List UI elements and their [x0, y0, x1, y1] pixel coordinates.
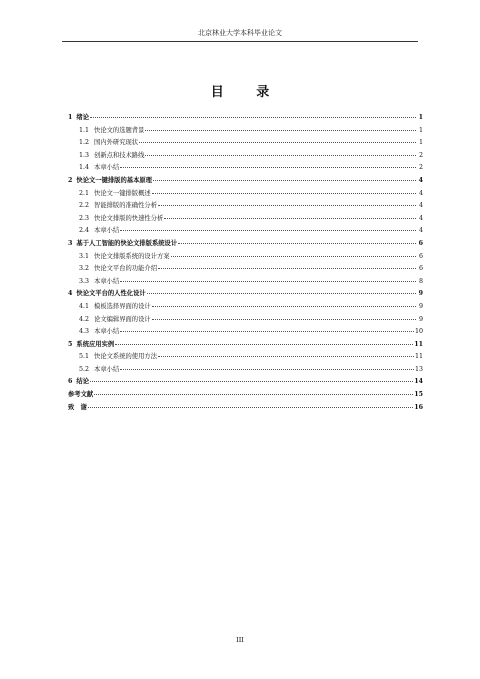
- toc-entry-title: 绪论: [76, 114, 89, 121]
- dot-leader: [120, 281, 416, 282]
- dot-leader: [120, 230, 416, 231]
- toc-entry-title: 快论文排版的快速性分析: [94, 214, 164, 222]
- dot-leader: [94, 394, 413, 395]
- toc-entry-title: 快论文平台的功能介绍: [94, 265, 157, 273]
- toc-entry[interactable]: [68, 389, 423, 402]
- dot-leader: [147, 293, 416, 294]
- toc-entry-page: 6: [418, 239, 423, 247]
- dot-leader: [139, 142, 416, 143]
- toc-entry-page: 9: [418, 302, 423, 310]
- toc-entry-page: 8: [418, 277, 423, 285]
- toc-entry[interactable]: [68, 314, 423, 327]
- toc-entry-number: 2.1: [79, 189, 90, 197]
- toc-entry[interactable]: [68, 162, 423, 175]
- toc-entry-title: 快论文的选题背景: [94, 126, 145, 134]
- dot-leader: [120, 369, 414, 370]
- toc-entry[interactable]: [68, 175, 423, 188]
- dot-leader: [115, 344, 413, 345]
- toc-entry-title: 致 谢: [68, 403, 87, 411]
- toc-entry-number: 2.4: [79, 227, 90, 235]
- toc-entry-number: 3.3: [79, 277, 90, 285]
- toc-entry-title: 论文编辑界面的设计: [94, 315, 151, 323]
- toc-entry-number: 5: [68, 340, 73, 348]
- toc-entry-number: 5.1: [79, 353, 90, 361]
- toc-entry[interactable]: [68, 188, 423, 201]
- toc-entry-number: 1.2: [79, 139, 90, 147]
- toc-entry-number: 1: [68, 114, 73, 121]
- dot-leader: [145, 130, 416, 131]
- toc-entry-page: 14: [414, 378, 423, 386]
- table-of-contents: [68, 112, 423, 414]
- toc-entry-page: 1: [418, 114, 423, 121]
- dot-leader: [152, 306, 416, 307]
- toc-entry-title: 智能排版的准确性分析: [94, 202, 157, 210]
- toc-entry-title: 模板选择界面的设计: [94, 302, 151, 310]
- toc-entry[interactable]: [68, 288, 423, 301]
- toc-entry-page: 4: [418, 176, 423, 184]
- toc-entry-title: 创新点和技术路线: [94, 151, 145, 159]
- toc-entry-number: 2: [68, 176, 73, 184]
- toc-entry-number: 1.4: [79, 164, 90, 172]
- dot-leader: [90, 381, 413, 382]
- toc-entry[interactable]: [68, 150, 423, 163]
- toc-entry-page: 2: [418, 164, 423, 172]
- toc-entry-number: 2.2: [79, 202, 90, 210]
- toc-entry-title: 参考文献: [68, 391, 94, 399]
- toc-entry-title: 基于人工智能的快论文排版系统设计: [76, 239, 178, 247]
- toc-entry-page: 10: [414, 328, 423, 336]
- dot-leader: [152, 193, 416, 194]
- toc-entry-title: 国内外研究现状: [94, 139, 139, 147]
- toc-entry-number: 1.3: [79, 151, 90, 159]
- dot-leader: [158, 205, 416, 206]
- dot-leader: [158, 356, 414, 357]
- toc-entry-page: 11: [414, 340, 423, 348]
- toc-entry-page: 6: [418, 252, 423, 260]
- toc-entry-page: 9: [418, 315, 423, 323]
- toc-entry-page: 15: [414, 391, 423, 399]
- toc-entry-title: 本章小结: [94, 164, 120, 172]
- toc-entry-page: 4: [418, 227, 423, 235]
- toc-entry-page: 1: [418, 126, 423, 134]
- running-header: 北京林业大学本科毕业论文: [62, 28, 418, 42]
- toc-entry[interactable]: [68, 301, 423, 314]
- dot-leader: [120, 167, 416, 168]
- toc-entry[interactable]: [68, 364, 423, 377]
- toc-entry[interactable]: [68, 251, 423, 264]
- toc-entry-page: 13: [414, 365, 423, 373]
- toc-entry-page: 4: [418, 202, 423, 210]
- dot-leader: [171, 256, 416, 257]
- dot-leader: [178, 243, 416, 244]
- toc-entry-number: 6: [68, 378, 73, 386]
- dot-leader: [90, 117, 416, 118]
- toc-entry[interactable]: [68, 238, 423, 251]
- toc-entry-page: 4: [418, 189, 423, 197]
- toc-entry-number: 1.1: [79, 126, 90, 134]
- toc-entry-number: 3: [68, 239, 73, 247]
- toc-entry-number: 4: [68, 290, 73, 298]
- dot-leader: [152, 319, 416, 320]
- dot-leader: [164, 218, 416, 219]
- toc-entry-page: 4: [418, 214, 423, 222]
- toc-entry[interactable]: [68, 213, 423, 226]
- toc-entry[interactable]: [68, 402, 423, 415]
- toc-entry[interactable]: [68, 225, 423, 238]
- toc-entry-title: 快论文排版系统的设计方案: [94, 252, 170, 260]
- toc-entry[interactable]: [68, 112, 423, 125]
- toc-entry-title: 快论文系统的使用方法: [94, 353, 157, 361]
- toc-entry[interactable]: [68, 351, 423, 364]
- toc-entry-title: 本章小结: [94, 328, 120, 336]
- toc-entry-title: 结论: [76, 378, 89, 386]
- toc-entry-number: 2.3: [79, 214, 90, 222]
- toc-entry-number: 4.1: [79, 302, 90, 310]
- toc-entry[interactable]: [68, 200, 423, 213]
- page-number: III: [236, 636, 244, 644]
- dot-leader: [158, 268, 416, 269]
- toc-entry-page: 6: [418, 265, 423, 273]
- dot-leader: [153, 180, 416, 181]
- toc-entry-number: 4.2: [79, 315, 90, 323]
- toc-entry-number: 3.2: [79, 265, 90, 273]
- toc-entry-title: 快论文平台的人性化设计: [76, 290, 146, 298]
- toc-entry-page: 16: [414, 403, 423, 411]
- toc-entry-title: 系统应用实例: [76, 340, 115, 348]
- dot-leader: [120, 331, 414, 332]
- toc-entry[interactable]: [68, 137, 423, 150]
- toc-entry-page: 9: [418, 290, 423, 298]
- toc-entry-page: 2: [418, 151, 423, 159]
- toc-entry[interactable]: [68, 125, 423, 138]
- dot-leader: [145, 155, 416, 156]
- toc-entry[interactable]: [68, 326, 423, 339]
- toc-entry-number: 5.2: [79, 365, 90, 373]
- toc-title: 目 录: [210, 85, 284, 100]
- toc-entry-page: 11: [414, 353, 423, 361]
- toc-entry[interactable]: [68, 263, 423, 276]
- toc-entry[interactable]: [68, 276, 423, 289]
- toc-entry-title: 本章小结: [94, 365, 120, 373]
- toc-entry-number: 3.1: [79, 252, 90, 260]
- toc-entry-page: 1: [418, 139, 423, 147]
- toc-entry-title: 快论文一键排版概述: [94, 189, 151, 197]
- toc-entry-title: 快论文一键排版的基本原理: [76, 176, 152, 184]
- toc-entry-title: 本章小结: [94, 227, 120, 235]
- toc-entry[interactable]: [68, 339, 423, 352]
- dot-leader: [88, 407, 413, 408]
- toc-entry[interactable]: [68, 376, 423, 389]
- toc-entry-number: 4.3: [79, 328, 90, 336]
- toc-entry-title: 本章小结: [94, 277, 120, 285]
